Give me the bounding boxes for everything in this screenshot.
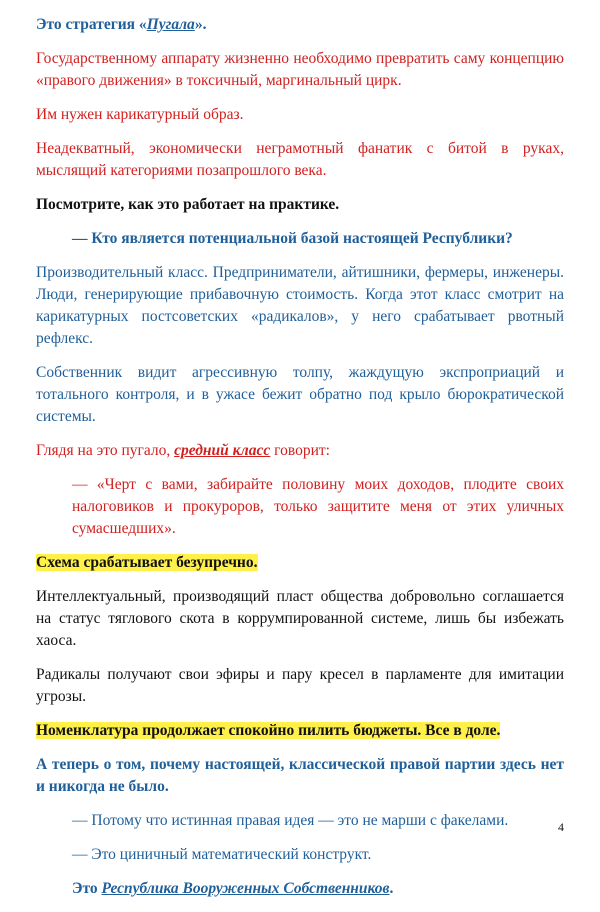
paragraph-republic bbox=[36, 878, 564, 900]
paragraph-why-no-party: А теперь о том, почему настоящей, классической правой партии здесь нет и никогда не было. bbox=[36, 756, 564, 795]
strategy-heading-end: ». bbox=[194, 16, 207, 33]
middle-class-link[interactable]: средний класс bbox=[174, 442, 271, 459]
paragraph-construct: — Это циничный математический конструкт. bbox=[72, 846, 372, 863]
paragraph-radicals: Радикалы получают свои эфиры и пару кресел в парламенте для имитации угрозы. bbox=[36, 666, 564, 705]
republic-pre: Это bbox=[72, 880, 102, 897]
paragraph-quote: — «Черт с вами, забирайте половину моих доходов, плодите своих налоговиков и прокуроров, только защитите меня от этих уличных сумасшедших». bbox=[72, 476, 564, 537]
paragraph-fanatic: Неадекватный, экономически неграмотный фанатик с битой в руках, мыслящий категориями позапрошлого века. bbox=[36, 140, 564, 179]
nomenclature-highlight: Номенклатура продолжает спокойно пилить бюджеты. Все в доле. bbox=[36, 722, 501, 739]
paragraph-question: — Кто является потенциальной базой настоящей Республики? bbox=[72, 230, 513, 247]
republic-post: . bbox=[389, 880, 394, 897]
republic-link[interactable]: Республика Вооруженных Собственников bbox=[101, 880, 390, 897]
paragraph-nomenclature bbox=[36, 720, 564, 742]
paragraph-productive-class: Производительный класс. Предприниматели, айтишники, фермеры, инженеры. Люди, генерирующие прибавочную стоимость. Когда этот класс смотрит на карикатурных постсоветских «радикалов», у него срабатывает рвотный рефлекс. bbox=[36, 264, 564, 347]
paragraph-owner: Собственник видит агрессивную толпу, жаждущую экспроприаций и тотального контроля, и в ужасе бежит обратно под крыло бюрократической системы. bbox=[36, 364, 564, 425]
scheme-highlight: Схема срабатывает безупречно. bbox=[36, 554, 258, 571]
strategy-heading-text: Это стратегия « bbox=[36, 16, 147, 33]
paragraph-not-marches: — Потому что истинная правая идея — это не марши с факелами. bbox=[72, 812, 509, 829]
page-number: 4 bbox=[558, 820, 564, 834]
document-page bbox=[36, 14, 564, 912]
middle-class-pre: Глядя на это пугало, bbox=[36, 442, 175, 459]
scarecrow-link[interactable]: Пугала bbox=[146, 16, 195, 33]
paragraph-intellectual: Интеллектуальный, производящий пласт общества добровольно соглашается на статус тяглового скота в коррумпированной системе, лишь бы избежать хаоса. bbox=[36, 588, 564, 649]
middle-class-post: говорит: bbox=[270, 442, 330, 459]
strategy-heading bbox=[36, 14, 564, 36]
paragraph-practice-heading: Посмотрите, как это работает на практике. bbox=[36, 196, 340, 213]
paragraph-scheme bbox=[36, 552, 564, 574]
paragraph-middle-class bbox=[36, 440, 564, 462]
paragraph-caricature: Им нужен карикатурный образ. bbox=[36, 106, 244, 123]
paragraph-state-apparatus: Государственному аппарату жизненно необходимо превратить саму концепцию «правого движения» в токсичный, маргинальный цирк. bbox=[36, 50, 564, 89]
